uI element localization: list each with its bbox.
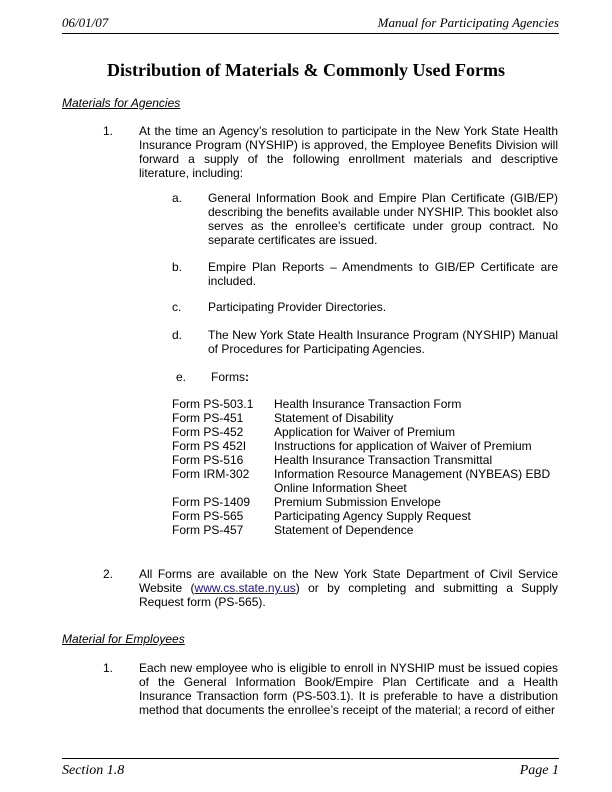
form-id: Form PS-452 xyxy=(172,425,244,439)
sub-item-text: Empire Plan Reports – Amendments to GIB/EP Certificate are included. xyxy=(208,260,558,288)
form-id: Form PS-457 xyxy=(172,523,244,537)
header-manual-title: Manual for Participating Agencies xyxy=(377,15,559,30)
form-description: Statement of Dependence xyxy=(274,523,414,537)
form-row xyxy=(172,481,572,495)
form-description: Information Resource Management (NYBEAS) EBD xyxy=(274,467,551,481)
form-row xyxy=(172,523,572,537)
form-id: Form PS-516 xyxy=(172,453,244,467)
sub-item-letter: b. xyxy=(172,260,183,274)
form-row xyxy=(172,425,572,439)
forms-heading xyxy=(211,370,249,384)
item-text-part: All Forms are available on the New York State Department of Civil Service Website ( xyxy=(139,567,558,595)
item-number: 2. xyxy=(103,567,114,581)
item-text xyxy=(139,567,558,609)
form-id: Form IRM-302 xyxy=(172,467,250,481)
header-date: 06/01/07 xyxy=(62,15,109,30)
sub-item-text: General Information Book and Empire Plan Certificate (GIB/EP) describing the benefits available under NYSHIP. This booklet also serves as the enrollee’s certificate under group contract. No separate certificates are issued. xyxy=(208,191,558,247)
section-heading-agencies: Materials for Agencies xyxy=(62,96,181,110)
form-id: Form PS-503.1 xyxy=(172,397,254,411)
form-description: Instructions for application of Waiver of Premium xyxy=(274,439,532,453)
item-text-part: ) or by completing and submitting a Supply Request form (PS-565). xyxy=(139,581,558,609)
sub-item-letter: c. xyxy=(172,300,182,314)
form-description: Online Information Sheet xyxy=(274,481,407,495)
form-description: Premium Submission Envelope xyxy=(274,495,441,509)
form-id: Form PS 452I xyxy=(172,439,247,453)
sub-item-text: The New York State Health Insurance Program (NYSHIP) Manual of Procedures for Participating Agencies. xyxy=(208,328,558,356)
footer-section: Section 1.8 xyxy=(62,763,125,778)
website-link[interactable]: www.cs.state.ny.us xyxy=(194,581,296,595)
form-row xyxy=(172,495,572,509)
forms-heading-colon: : xyxy=(245,370,249,384)
item-number: 1. xyxy=(103,124,114,138)
form-description: Application for Waiver of Premium xyxy=(274,425,455,439)
form-row xyxy=(172,439,572,453)
page-header xyxy=(62,15,559,34)
form-row xyxy=(172,467,572,481)
footer-page-number: Page 1 xyxy=(519,763,559,778)
form-description: Health Insurance Transaction Transmittal xyxy=(274,453,493,467)
form-description: Participating Agency Supply Request xyxy=(274,509,471,523)
document-title: Distribution of Materials & Commonly Used Forms xyxy=(107,60,505,80)
section-heading-employees: Material for Employees xyxy=(62,632,185,646)
sub-item-letter: d. xyxy=(172,328,183,342)
form-description: Statement of Disability xyxy=(274,411,394,425)
form-row xyxy=(172,509,572,523)
item-text: Each new employee who is eligible to enroll in NYSHIP must be issued copies of the General Information Book/Empire Plan Certificate and a Health Insurance Transaction form (PS-503.1). It is preferable to have a distribution method that documents the enrollee’s receipt of the material; a record of either xyxy=(139,661,558,717)
form-id: Form PS-451 xyxy=(172,411,244,425)
page-footer xyxy=(62,758,559,781)
sub-item-letter: a. xyxy=(172,191,183,205)
form-description: Health Insurance Transaction Form xyxy=(274,397,462,411)
form-id: Form PS-1409 xyxy=(172,495,251,509)
form-row xyxy=(172,411,572,425)
form-row xyxy=(172,397,572,411)
form-id: Form PS-565 xyxy=(172,509,244,523)
forms-heading-label: Forms xyxy=(211,370,245,384)
item-text: At the time an Agency’s resolution to participate in the New York State Health Insurance Program (NYSHIP) is approved, the Employee Benefits Division will forward a supply of the following enrollment materials and descriptive literature, including: xyxy=(139,124,558,180)
sub-item-text: Participating Provider Directories. xyxy=(208,300,387,314)
item-number: 1. xyxy=(103,661,114,675)
forms-letter: e. xyxy=(176,370,187,384)
form-row xyxy=(172,453,572,467)
